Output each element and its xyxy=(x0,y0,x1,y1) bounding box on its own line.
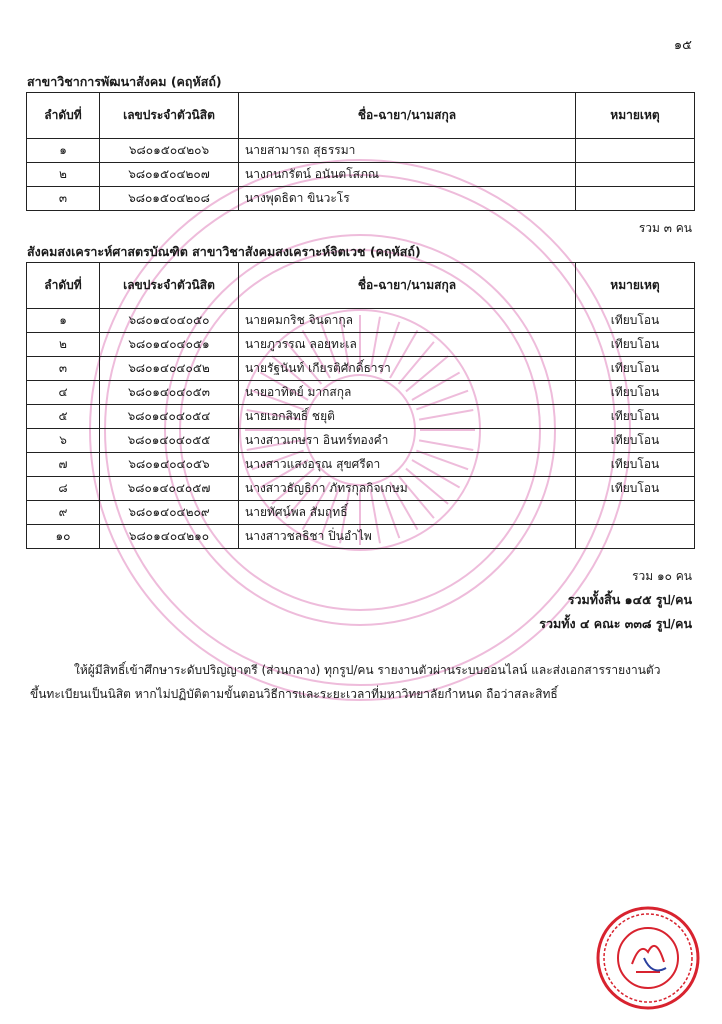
cell-remark xyxy=(576,163,695,187)
table-row xyxy=(27,453,695,477)
cell-name: นางสาวเกษรา อินทร์ทองคำ xyxy=(239,429,576,453)
table-row xyxy=(27,309,695,333)
cell-remark xyxy=(576,139,695,163)
grand-total-overall: รวมทั้งสิ้น ๑๔๕ รูป/คน xyxy=(567,592,692,607)
page-number: ๑๕ xyxy=(673,38,692,53)
cell-remark xyxy=(576,501,695,525)
cell-remark xyxy=(576,525,695,549)
table-row xyxy=(27,381,695,405)
table-row xyxy=(27,477,695,501)
cell-order: ๕ xyxy=(27,405,100,429)
grand-total-four-faculties: รวมทั้ง ๔ คณะ ๓๓๘ รูป/คน xyxy=(539,616,692,631)
cell-order: ๙ xyxy=(27,501,100,525)
cell-student-id: ๖๘๐๑๕๐๔๒๐๘ xyxy=(100,187,239,211)
section-title-psychiatric-social-work: สังคมสงเคราะห์ศาสตรบัณฑิต สาขาวิชาสังคมสงเคราะห์จิตเวช (คฤหัสถ์) xyxy=(27,244,421,259)
instruction-line-1: ให้ผู้มีสิทธิ์เข้าศึกษาระดับปริญญาตรี (ส่วนกลาง) ทุกรูป/คน รายงานตัวผ่านระบบออนไลน์ และส่งเอกสารรายงานตัว xyxy=(74,663,661,677)
table-row xyxy=(27,525,695,549)
section-title-social-development: สาขาวิชาการพัฒนาสังคม (คฤหัสถ์) xyxy=(27,74,222,89)
cell-student-id: ๖๘๐๑๔๐๔๒๐๙ xyxy=(100,501,239,525)
header-student-id: เลขประจำตัวนิสิต xyxy=(100,263,239,309)
cell-remark: เทียบโอน xyxy=(576,333,695,357)
header-remark: หมายเหตุ xyxy=(576,93,695,139)
table-row xyxy=(27,163,695,187)
cell-student-id: ๖๘๐๑๔๐๔๐๕๒ xyxy=(100,357,239,381)
cell-remark: เทียบโอน xyxy=(576,309,695,333)
cell-student-id: ๖๘๐๑๔๐๔๐๕๐ xyxy=(100,309,239,333)
cell-remark: เทียบโอน xyxy=(576,453,695,477)
header-order: ลำดับที่ xyxy=(27,93,100,139)
cell-order: ๓ xyxy=(27,357,100,381)
table-row xyxy=(27,501,695,525)
cell-order: ๑๐ xyxy=(27,525,100,549)
university-seal-stamp xyxy=(596,906,700,1010)
cell-name: นายรัฐนันท์ เกียรติศักดิ์ธารา xyxy=(239,357,576,381)
table-header-row xyxy=(27,93,695,139)
cell-remark: เทียบโอน xyxy=(576,477,695,501)
cell-order: ๒ xyxy=(27,163,100,187)
cell-student-id: ๖๘๐๑๔๐๔๐๕๖ xyxy=(100,453,239,477)
cell-student-id: ๖๘๐๑๔๐๔๐๕๗ xyxy=(100,477,239,501)
cell-order: ๘ xyxy=(27,477,100,501)
header-name: ชื่อ-ฉายา/นามสกุล xyxy=(239,263,576,309)
cell-student-id: ๖๘๐๑๕๐๔๒๐๗ xyxy=(100,163,239,187)
cell-order: ๔ xyxy=(27,381,100,405)
instruction-paragraph xyxy=(30,658,690,706)
cell-student-id: ๖๘๐๑๔๐๔๒๑๐ xyxy=(100,525,239,549)
section-total: รวม ๑๐ คน xyxy=(632,569,692,583)
cell-student-id: ๖๘๐๑๔๐๔๐๕๕ xyxy=(100,429,239,453)
cell-remark: เทียบโอน xyxy=(576,381,695,405)
cell-name: นายเอกสิทธิ์ ชยุติ xyxy=(239,405,576,429)
cell-remark: เทียบโอน xyxy=(576,357,695,381)
cell-order: ๑ xyxy=(27,139,100,163)
section-total: รวม ๓ คน xyxy=(638,221,692,235)
header-remark: หมายเหตุ xyxy=(576,263,695,309)
cell-student-id: ๖๘๐๑๕๐๔๒๐๖ xyxy=(100,139,239,163)
table-row xyxy=(27,429,695,453)
cell-order: ๒ xyxy=(27,333,100,357)
header-name: ชื่อ-ฉายา/นามสกุล xyxy=(239,93,576,139)
cell-name: นายสามารถ สุธรรมา xyxy=(239,139,576,163)
table-header-row xyxy=(27,263,695,309)
cell-order: ๓ xyxy=(27,187,100,211)
table-row xyxy=(27,405,695,429)
instruction-line-2: ขึ้นทะเบียนเป็นนิสิต หากไม่ปฏิบัติตามขั้นตอนวิธีการและระยะเวลาที่มหาวิทยาลัยกำหนด ถือว่าสละสิทธิ์ xyxy=(30,687,558,701)
cell-student-id: ๖๘๐๑๔๐๔๐๕๓ xyxy=(100,381,239,405)
cell-name: นายทัศน์พล สัมฤทธิ์ xyxy=(239,501,576,525)
cell-name: นายภูวรรณ ลอยทะเล xyxy=(239,333,576,357)
cell-name: นายอาทิตย์ มากสกุล xyxy=(239,381,576,405)
cell-remark: เทียบโอน xyxy=(576,405,695,429)
table-row xyxy=(27,187,695,211)
table-row xyxy=(27,357,695,381)
header-student-id: เลขประจำตัวนิสิต xyxy=(100,93,239,139)
cell-order: ๑ xyxy=(27,309,100,333)
cell-name: นายคมกริช จินดากุล xyxy=(239,309,576,333)
table-psychiatric-social-work xyxy=(26,262,695,549)
header-order: ลำดับที่ xyxy=(27,263,100,309)
cell-remark: เทียบโอน xyxy=(576,429,695,453)
cell-name: นางกนกรัตน์ อนันตโสภณ xyxy=(239,163,576,187)
cell-order: ๖ xyxy=(27,429,100,453)
cell-name: นางสาวชลธิชา ปิ่นอำไพ xyxy=(239,525,576,549)
table-row xyxy=(27,139,695,163)
cell-name: นางสาวธัญธิกา ภัทรกุลกิจเกษม xyxy=(239,477,576,501)
cell-name: นางพุดธิดา ขินวะโร xyxy=(239,187,576,211)
cell-name: นางสาวแสงอรุณ สุขศรีดา xyxy=(239,453,576,477)
table-social-development xyxy=(26,92,695,211)
cell-order: ๗ xyxy=(27,453,100,477)
cell-student-id: ๖๘๐๑๔๐๔๐๕๔ xyxy=(100,405,239,429)
table-row xyxy=(27,333,695,357)
cell-student-id: ๖๘๐๑๔๐๔๐๕๑ xyxy=(100,333,239,357)
cell-remark xyxy=(576,187,695,211)
